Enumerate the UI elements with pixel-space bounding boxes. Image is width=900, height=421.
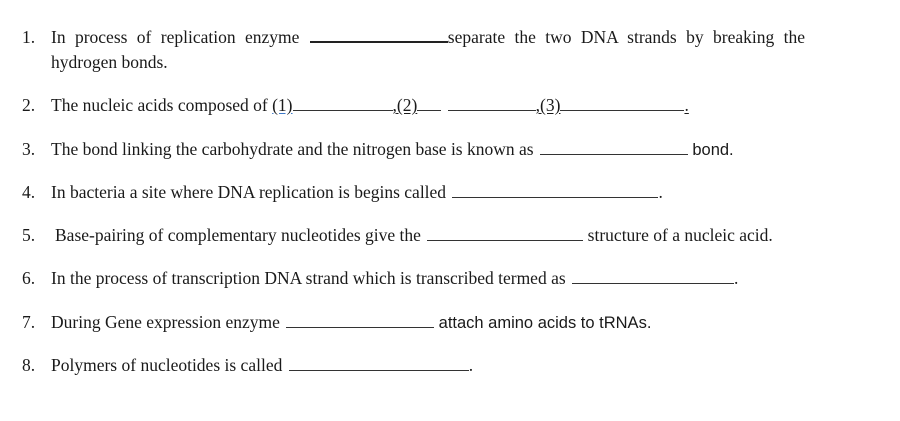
answer-blank[interactable]	[286, 310, 434, 328]
blank-label-1: (1)	[272, 95, 293, 115]
answer-blank[interactable]	[572, 266, 734, 284]
question-1	[22, 24, 805, 49]
question-number: 4.	[22, 182, 36, 202]
question-text-after: structure of a nucleic acid.	[587, 225, 773, 245]
answer-blank[interactable]	[452, 180, 658, 198]
question-7	[22, 310, 651, 335]
question-3	[22, 137, 734, 162]
period: .	[734, 268, 739, 288]
answer-blank-4[interactable]	[560, 93, 684, 111]
question-number: 2.	[22, 95, 36, 115]
answer-blank[interactable]	[310, 24, 448, 43]
question-number: 6.	[22, 268, 36, 288]
question-number: 5.	[22, 225, 36, 245]
answer-blank-1[interactable]	[293, 93, 393, 111]
answer-blank[interactable]	[540, 137, 688, 155]
question-text-after: separate the two DNA strands by breaking the	[447, 27, 805, 47]
question-text-after: attach amino acids to tRNAs.	[438, 314, 652, 332]
question-text: The nucleic acids composed of	[51, 95, 268, 115]
period: .	[658, 182, 663, 202]
blank-label-2: (2)	[396, 95, 418, 115]
question-6	[22, 266, 738, 290]
question-text: In bacteria a site where DNA replication is begins called	[51, 182, 447, 202]
question-text: Base-pairing of complementary nucleotides give the	[55, 225, 421, 245]
answer-blank[interactable]	[427, 223, 583, 241]
question-number: 7.	[22, 312, 36, 332]
question-text: During Gene expression enzyme	[51, 312, 280, 332]
question-1-continuation: hydrogen bonds.	[51, 52, 168, 72]
blank-label-3: (3)	[540, 95, 561, 115]
answer-blank-2[interactable]	[417, 93, 441, 111]
question-8	[22, 353, 473, 377]
answer-blank[interactable]	[289, 353, 469, 371]
question-text: In the process of transcription DNA strand which is transcribed termed as	[51, 268, 566, 288]
answer-blank-3[interactable]	[448, 93, 536, 111]
question-text: The bond linking the carbohydrate and the nitrogen base is known as	[51, 139, 534, 159]
question-text: Polymers of nucleotides is called	[51, 355, 283, 375]
question-text-after: bond.	[692, 141, 734, 159]
period: .	[468, 355, 474, 375]
separator: ,	[392, 95, 397, 115]
question-number: 3.	[22, 139, 36, 159]
question-2	[22, 93, 689, 117]
question-text: In process of replication enzyme	[51, 27, 300, 47]
question-number: 1.	[22, 27, 36, 47]
period: .	[684, 95, 689, 115]
question-5	[22, 223, 773, 247]
question-4	[22, 180, 663, 204]
question-number: 8.	[22, 355, 36, 375]
separator: ,	[535, 95, 541, 115]
